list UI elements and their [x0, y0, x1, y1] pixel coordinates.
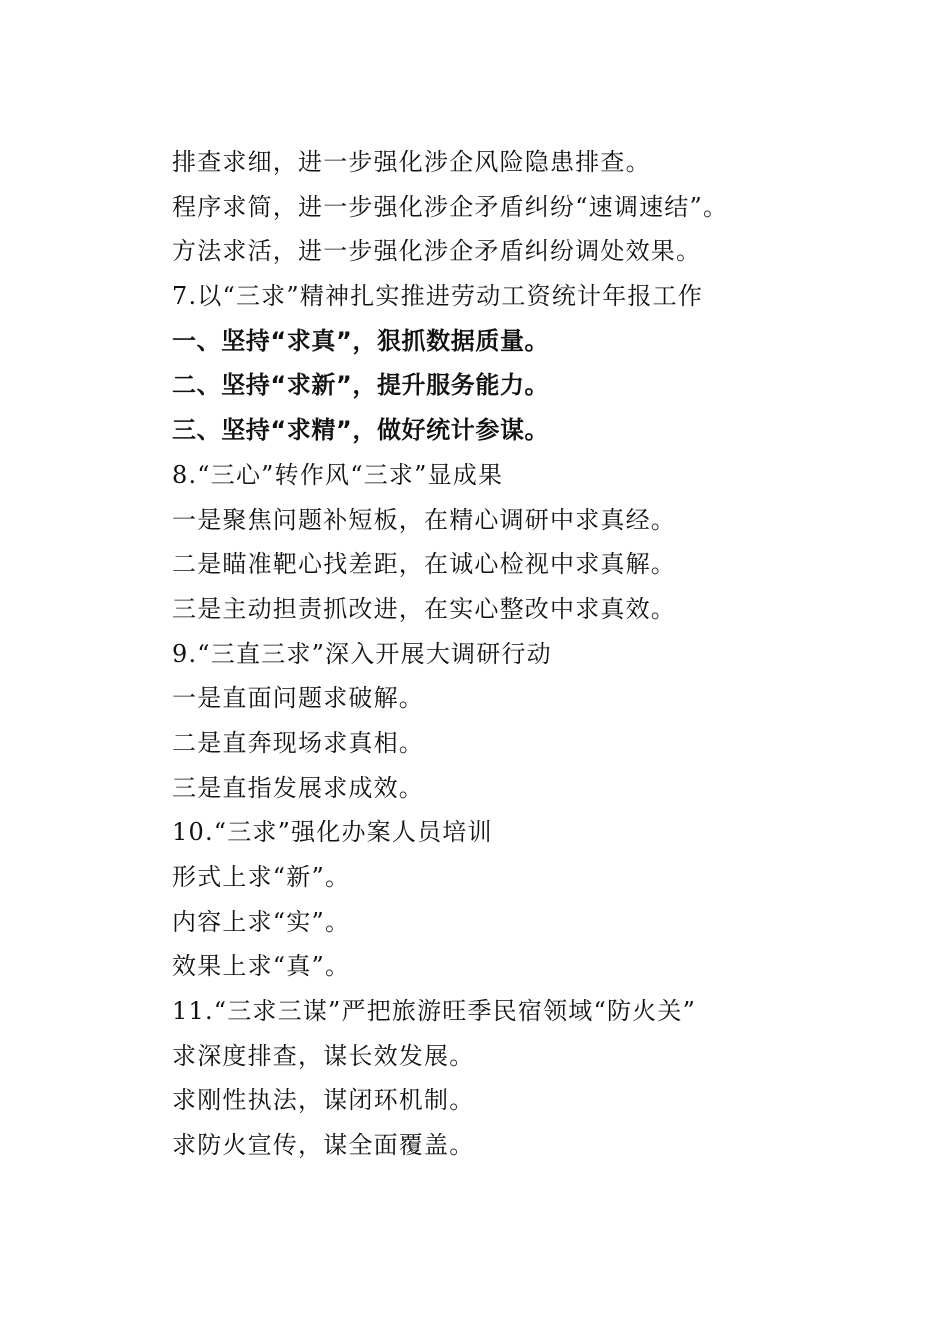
- text-line: 内容上求“实”。: [172, 907, 351, 936]
- bold-point: 一、坚持“求真”，狠抓数据质量。: [172, 326, 550, 355]
- section-heading: 11.“三求三谋”严把旅游旺季民宿领域“防火关”: [172, 997, 697, 1026]
- text-line: 一是直面问题求破解。: [172, 684, 424, 713]
- text-line: 求防火宣传，谋全面覆盖。: [172, 1131, 475, 1160]
- text-line: 求深度排查，谋长效发展。: [172, 1041, 475, 1070]
- text-line: 三是直指发展求成效。: [172, 773, 424, 802]
- text-line: 方法求活，进一步强化涉企矛盾纠纷调处效果。: [172, 237, 702, 266]
- text-line: 二是瞄准靶心找差距，在诚心检视中求真解。: [172, 550, 676, 579]
- text-line: 三是主动担责抓改进，在实心整改中求真效。: [172, 594, 676, 623]
- section-heading: 7.以“三求”精神扎实推进劳动工资统计年报工作: [172, 282, 704, 311]
- document-body: [172, 140, 912, 1168]
- bold-point: 二、坚持“求新”，提升服务能力。: [172, 371, 550, 400]
- bold-point: 三、坚持“求精”，做好统计参谋。: [172, 416, 550, 445]
- section-heading: 8.“三心”转作风“三求”显成果: [172, 460, 504, 489]
- text-line: 排查求细，进一步强化涉企风险隐患排查。: [172, 148, 651, 176]
- section-heading: 9.“三直三求”深入开展大调研行动: [172, 639, 552, 668]
- text-line: 一是聚焦问题补短板，在精心调研中求真经。: [172, 505, 676, 534]
- text-line: 二是直奔现场求真相。: [172, 728, 424, 757]
- text-line: 程序求简，进一步强化涉企矛盾纠纷“速调速结”。: [172, 192, 729, 221]
- text-line: 形式上求“新”。: [172, 863, 351, 891]
- section-heading: 10.“三求”强化办案人员培训: [172, 818, 493, 847]
- text-line: 效果上求“真”。: [172, 952, 351, 981]
- text-line: 求刚性执法，谋闭环机制。: [172, 1086, 475, 1115]
